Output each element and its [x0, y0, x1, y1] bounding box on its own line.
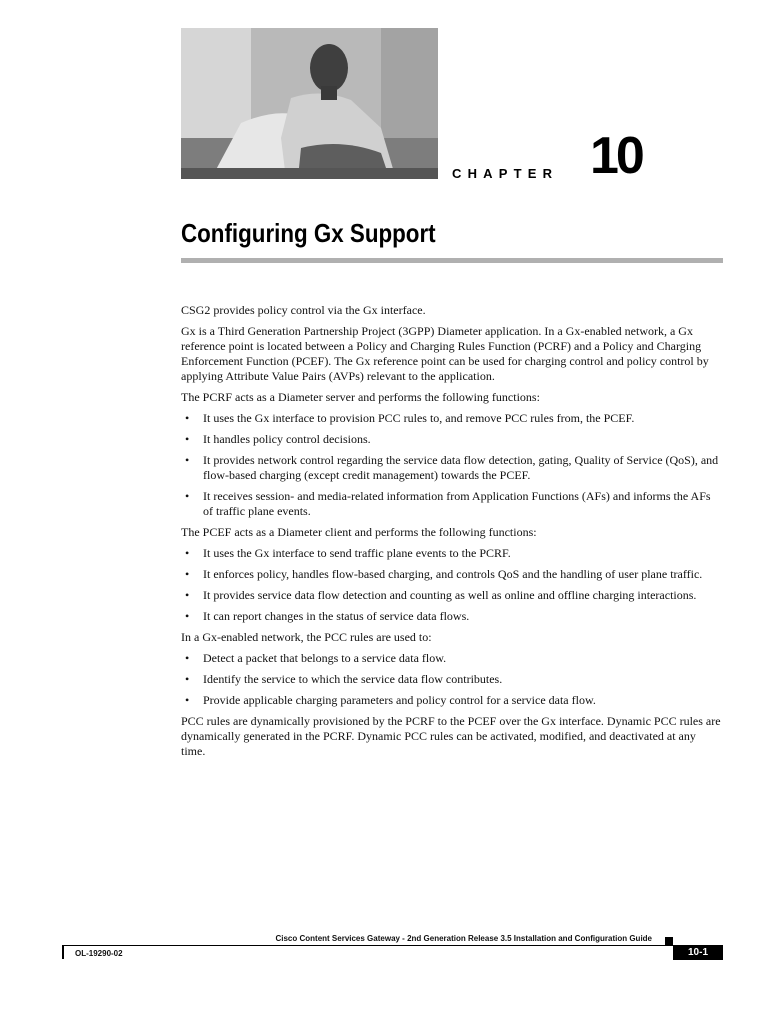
- pcc-intro-paragraph: In a Gx-enabled network, the PCC rules are used to:: [181, 630, 432, 644]
- gx-description-paragraph: Gx is a Third Generation Partnership Project (3GPP) Diameter application. In a Gx-enabled network, a Gx reference point is located between a Policy and Charging Rules Function (PCRF) and a Policy and Charging Enforcement Function (PCEF). The Gx reference point can be used for charging control and policy control by applying Attribute Value Pairs (AVPs) relevant to the application.: [181, 324, 709, 383]
- list-item: • It provides service data flow detection and counting as well as online and offline charging interactions.: [185, 588, 697, 602]
- bullet-icon: •: [185, 588, 190, 602]
- bullet-icon: •: [185, 453, 190, 467]
- footer-divider: [62, 945, 723, 946]
- list-item: • Identify the service to which the service data flow contributes.: [185, 672, 503, 686]
- intro-paragraph: CSG2 provides policy control via the Gx interface.: [181, 303, 426, 317]
- footer-guide-title: Cisco Content Services Gateway - 2nd Generation Release 3.5 Installation and Configuration Guide: [275, 934, 652, 943]
- bullet-icon: •: [185, 489, 190, 503]
- bullet-icon: •: [185, 651, 190, 665]
- list-item: • It provides network control regarding the service data flow detection, gating, Quality of Service (QoS), and flow-based charging (except credit management) towards the PCEF.: [185, 453, 719, 482]
- bullet-icon: •: [185, 693, 190, 707]
- list-item: • It enforces policy, handles flow-based charging, and controls QoS and the handling of user plane traffic.: [185, 567, 703, 581]
- bullet-icon: •: [185, 546, 190, 560]
- bullet-icon: •: [185, 609, 190, 623]
- list-item: • It handles policy control decisions.: [185, 432, 371, 446]
- pcrf-function-list: [181, 411, 723, 519]
- chapter-body: [181, 303, 723, 765]
- chapter-label: CHAPTER: [452, 166, 559, 181]
- chapter-number: 10: [590, 127, 642, 185]
- pcef-function-list: [181, 546, 723, 624]
- footer-tick-mark: [62, 945, 64, 959]
- bullet-icon: •: [185, 432, 190, 446]
- bullet-icon: •: [185, 567, 190, 581]
- bullet-icon: •: [185, 411, 190, 425]
- list-item: • Detect a packet that belongs to a service data flow.: [185, 651, 447, 665]
- list-item: • It uses the Gx interface to provision PCC rules to, and remove PCC rules from, the PCEF.: [185, 411, 635, 425]
- title-divider: [181, 258, 723, 263]
- pcef-intro-paragraph: The PCEF acts as a Diameter client and performs the following functions:: [181, 525, 537, 539]
- footer-doc-number: OL-19290-02: [75, 949, 123, 958]
- pcrf-intro-paragraph: The PCRF acts as a Diameter server and performs the following functions:: [181, 390, 540, 404]
- pcc-dynamic-paragraph: PCC rules are dynamically provisioned by the PCRF to the PCEF over the Gx interface. Dynamic PCC rules are dynamically generated in the PCRF. Dynamic PCC rules can be activated, modified, and deactivated at any time.: [181, 714, 721, 758]
- list-item: • It receives session- and media-related information from Application Functions (AFs) and informs the AFs of traffic plane events.: [185, 489, 711, 518]
- footer-marker: [665, 937, 673, 945]
- chapter-photo: [181, 28, 438, 179]
- pcc-rule-list: [181, 651, 723, 708]
- list-item: • It uses the Gx interface to send traffic plane events to the PCRF.: [185, 546, 511, 560]
- page-title: Configuring Gx Support: [181, 218, 436, 248]
- list-item: • Provide applicable charging parameters and policy control for a service data flow.: [185, 693, 596, 707]
- footer-page-number: 10-1: [673, 946, 723, 960]
- bullet-icon: •: [185, 672, 190, 686]
- person-photo-image: [181, 28, 438, 179]
- list-item: • It can report changes in the status of service data flows.: [185, 609, 470, 623]
